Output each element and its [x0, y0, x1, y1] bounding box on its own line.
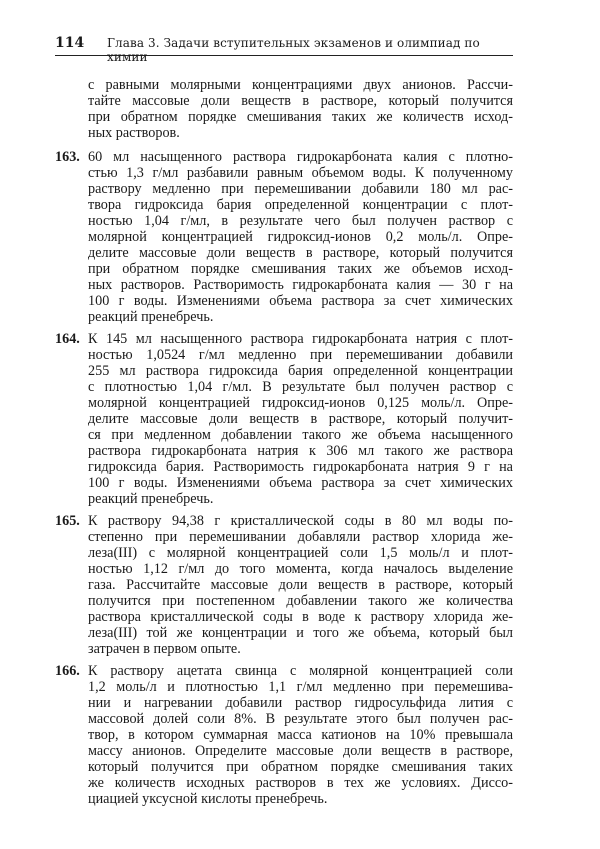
text-line: раствору медленно при перемешивании добавили 180 мл рас-: [88, 181, 513, 197]
problem-166: [55, 663, 513, 807]
text-line: реакций пренебречь.: [88, 491, 214, 507]
text-line: делите массовые доли веществ в растворе, который получится: [88, 245, 513, 261]
text-line: при обратном порядке смешивания таких же количеств исход-: [88, 109, 513, 125]
text-line: массу анионов. Определите массовые доли веществ в растворе,: [88, 743, 513, 759]
problem-165: [55, 513, 513, 657]
problem-list: [55, 149, 513, 807]
text-line: ся при медленном добавлении такого же объема насыщенного: [88, 427, 513, 443]
text-line: массовой долей соли 8%. В результате этого был получен рас-: [88, 711, 513, 727]
text-line: раствора гидрокарбоната натрия к 306 мл такого же раствора: [88, 443, 513, 459]
text-line: 1,2 моль/л и плотностью 1,1 г/мл медленно при перемешива-: [88, 679, 513, 695]
text-line: твора гидроксида бария определенной концентрации с плот-: [88, 197, 513, 213]
text-line: с плотностью 1,04 г/мл. В результате был получен раствор с: [88, 379, 513, 395]
problem-number: 164.: [55, 331, 80, 347]
text-line: леза(III) той же концентрации и того же объема, который был: [88, 625, 513, 641]
text-line: леза(III) с молярной концентрацией соли 1,5 моль/л и плот-: [88, 545, 513, 561]
text-line: раствора кристаллической соды в воде к раствору хлорида же-: [88, 609, 513, 625]
text-line: же количеств исходных растворов в тех же условиях. Диссо-: [88, 775, 513, 791]
text-line: ностью 1,0524 г/мл медленно при перемешивании добавили: [88, 347, 513, 363]
text-line: затрачен в первом опыте.: [88, 641, 241, 657]
text-line: 100 г воды. Изменениями объема раствора за счет химических: [88, 293, 513, 309]
text-line: газа. Рассчитайте массовые доли веществ в растворе, который: [88, 577, 513, 593]
text-line: ностью 1,12 г/мл до того момента, когда началось выделение: [88, 561, 513, 577]
text-line: тайте массовые доли веществ в растворе, который получится: [88, 93, 513, 109]
problem-number: 165.: [55, 513, 80, 529]
problem-164: [55, 331, 513, 507]
problem-number: 166.: [55, 663, 80, 679]
text-line: 60 мл насыщенного раствора гидрокарбоната калия с плотно-: [88, 149, 513, 165]
text-line: ностью 1,04 г/мл, в результате чего был получен раствор с: [88, 213, 513, 229]
text-line: стью 1,3 г/мл разбавили равным объемом воды. К полученному: [88, 165, 513, 181]
text-line: ных растворов. Растворимость гидрокарбоната калия — 30 г на: [88, 277, 513, 293]
page-body: [55, 77, 513, 813]
text-line: который получится при обратном порядке смешивания таких: [88, 759, 513, 775]
text-line: молярной концентрацией гидроксид-ионов 0,125 моль/л. Опре-: [88, 395, 513, 411]
text-line: молярной концентрацией гидроксид-ионов 0,2 моль/л. Опре-: [88, 229, 513, 245]
text-line: К 145 мл насыщенного раствора гидрокарбоната натрия с плот-: [88, 331, 513, 347]
text-line: реакций пренебречь.: [88, 309, 214, 325]
text-line: делите массовые доли веществ в растворе, который получит-: [88, 411, 513, 427]
text-line: нии и нагревании добавили раствор гидросульфида лития с: [88, 695, 513, 711]
problem-163: [55, 149, 513, 325]
page-number: 114: [55, 35, 85, 51]
text-line: К раствору 94,38 г кристаллической соды в 80 мл воды по-: [88, 513, 513, 529]
text-line: 100 г воды. Изменениями объема раствора за счет химических: [88, 475, 513, 491]
text-line: с равными молярными концентрациями двух анионов. Рассчи-: [88, 77, 513, 93]
running-header: [55, 35, 513, 64]
text-line: гидроксида бария. Растворимость гидрокарбоната натрия 9 г на: [88, 459, 513, 475]
text-line: степенно при перемешивании добавляли раствор хлорида же-: [88, 529, 513, 545]
text-line: К раствору ацетата свинца с молярной концентрацией соли: [88, 663, 513, 679]
text-line: циацией уксусной кислоты пренебречь.: [88, 791, 328, 807]
problem-number: 163.: [55, 149, 80, 165]
continued-paragraph: [55, 77, 513, 141]
text-line: получится при постепенном добавлении такого же количества: [88, 593, 513, 609]
text-line: при обратном порядке смешивания таких же объемов исход-: [88, 261, 513, 277]
text-line: 255 мл раствора гидроксида бария определенной концентрации: [88, 363, 513, 379]
text-line: ных растворов.: [88, 125, 180, 141]
chapter-title: Глава 3. Задачи вступительных экзаменов и олимпиад по химии: [107, 36, 480, 64]
text-line: твор, в котором суммарная масса катионов на 10% превышала: [88, 727, 513, 743]
